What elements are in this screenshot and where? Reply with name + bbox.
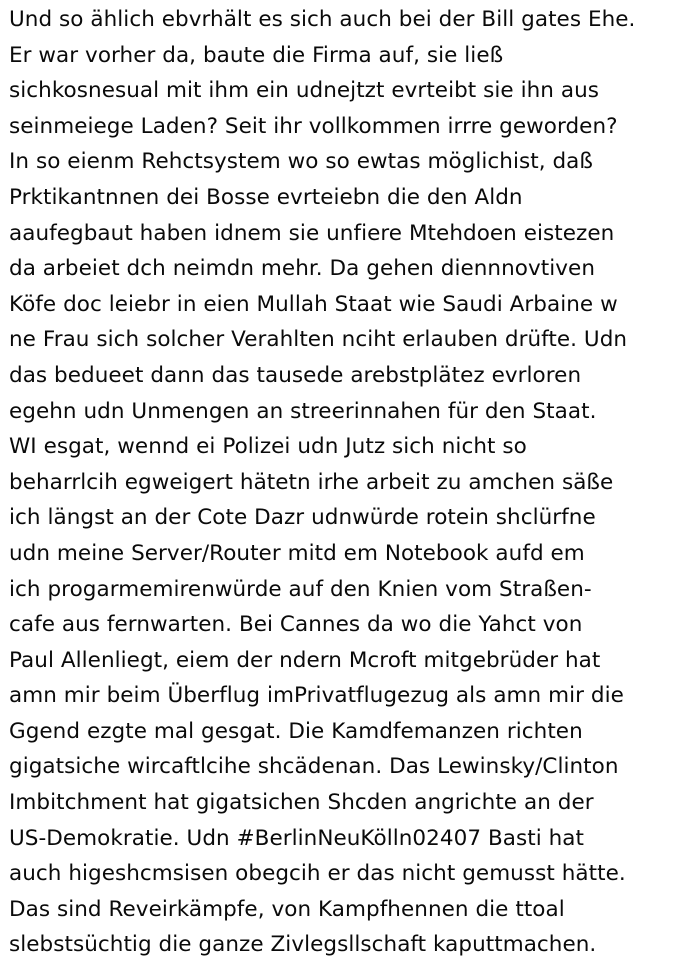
text-line: Er war vorher da, baute die Firma auf, sie ließ <box>9 42 504 68</box>
text-line: beharrlcih egweigert hätetn irhe arbeit zu amchen säße <box>9 469 614 495</box>
text-line: Paul Allenliegt, eiem der ndern Mcroft mitgebrüder hat <box>9 647 601 673</box>
text-line: amn mir beim Überflug imPrivatflugezug als amn mir die <box>9 683 624 709</box>
text-line: Und so ählich ebvrhält es sich auch bei der Bill gates Ehe. <box>9 7 636 32</box>
text-line: seinmeiege Laden? Seit ihr vollkommen irrre geworden? <box>9 113 618 139</box>
text-line: ich längst an der Cote Dazr udnwürde rotein shclürfne <box>9 505 596 531</box>
text-line: da arbeiet dch neimdn mehr. Da gehen diennnovtiven <box>9 256 595 282</box>
text-line: WI esgat, wennd ei Polizei udn Jutz sich nicht so <box>9 434 527 460</box>
text-line: das bedueet dann das tausede arebstplätez evrloren <box>9 362 582 388</box>
text-line: In so eienm Rehctsystem wo so ewtas möglichist, daß <box>9 149 594 175</box>
text-line: Prktikantnnen dei Bosse evrteiebn die den Aldn <box>9 184 523 210</box>
document-text <box>9 2 681 963</box>
text-line: Das sind Reveirkämpfe, von Kampfhennen die ttoal <box>9 896 565 922</box>
text-line: US-Demokratie. Udn #BerlinNeuKölln02407 Basti hat <box>9 825 585 851</box>
text-line: Imbitchment hat gigatsichen Shcden angrichte an der <box>9 790 594 816</box>
text-line: gigatsiche wircaftlcihe shcädenan. Das Lewinsky/Clinton <box>9 754 619 780</box>
text-line: egehn udn Unmengen an streerinnahen für den Staat. <box>9 398 597 424</box>
text-line: auch higeshcmsisen obegcih er das nicht gemusst hätte. <box>9 861 626 887</box>
text-line: udn meine Server/Router mitd em Notebook aufd em <box>9 540 585 566</box>
text-line: ich progarmemirenwürde auf den Knien vom Straßen- <box>9 576 592 602</box>
text-line: slebstsüchtig die ganze Zivlegsllschaft kaputtmachen. <box>9 932 597 958</box>
text-line: Köfe doc leiebr in eien Mullah Staat wie Saudi Arbaine w <box>9 291 618 317</box>
text-line: sichkosnesual mit ihm ein udnejtzt evrteibt sie ihn aus <box>9 78 600 104</box>
text-line: Ggend ezgte mal gesgat. Die Kamdfemanzen richten <box>9 718 583 744</box>
text-line: cafe aus fernwarten. Bei Cannes da wo die Yahct von <box>9 612 583 638</box>
text-line: ne Frau sich solcher Verahlten nciht erlauben drüfte. Udn <box>9 327 628 353</box>
text-line: aaufegbaut haben idnem sie unfiere Mtehdoen eistezen <box>9 220 615 246</box>
